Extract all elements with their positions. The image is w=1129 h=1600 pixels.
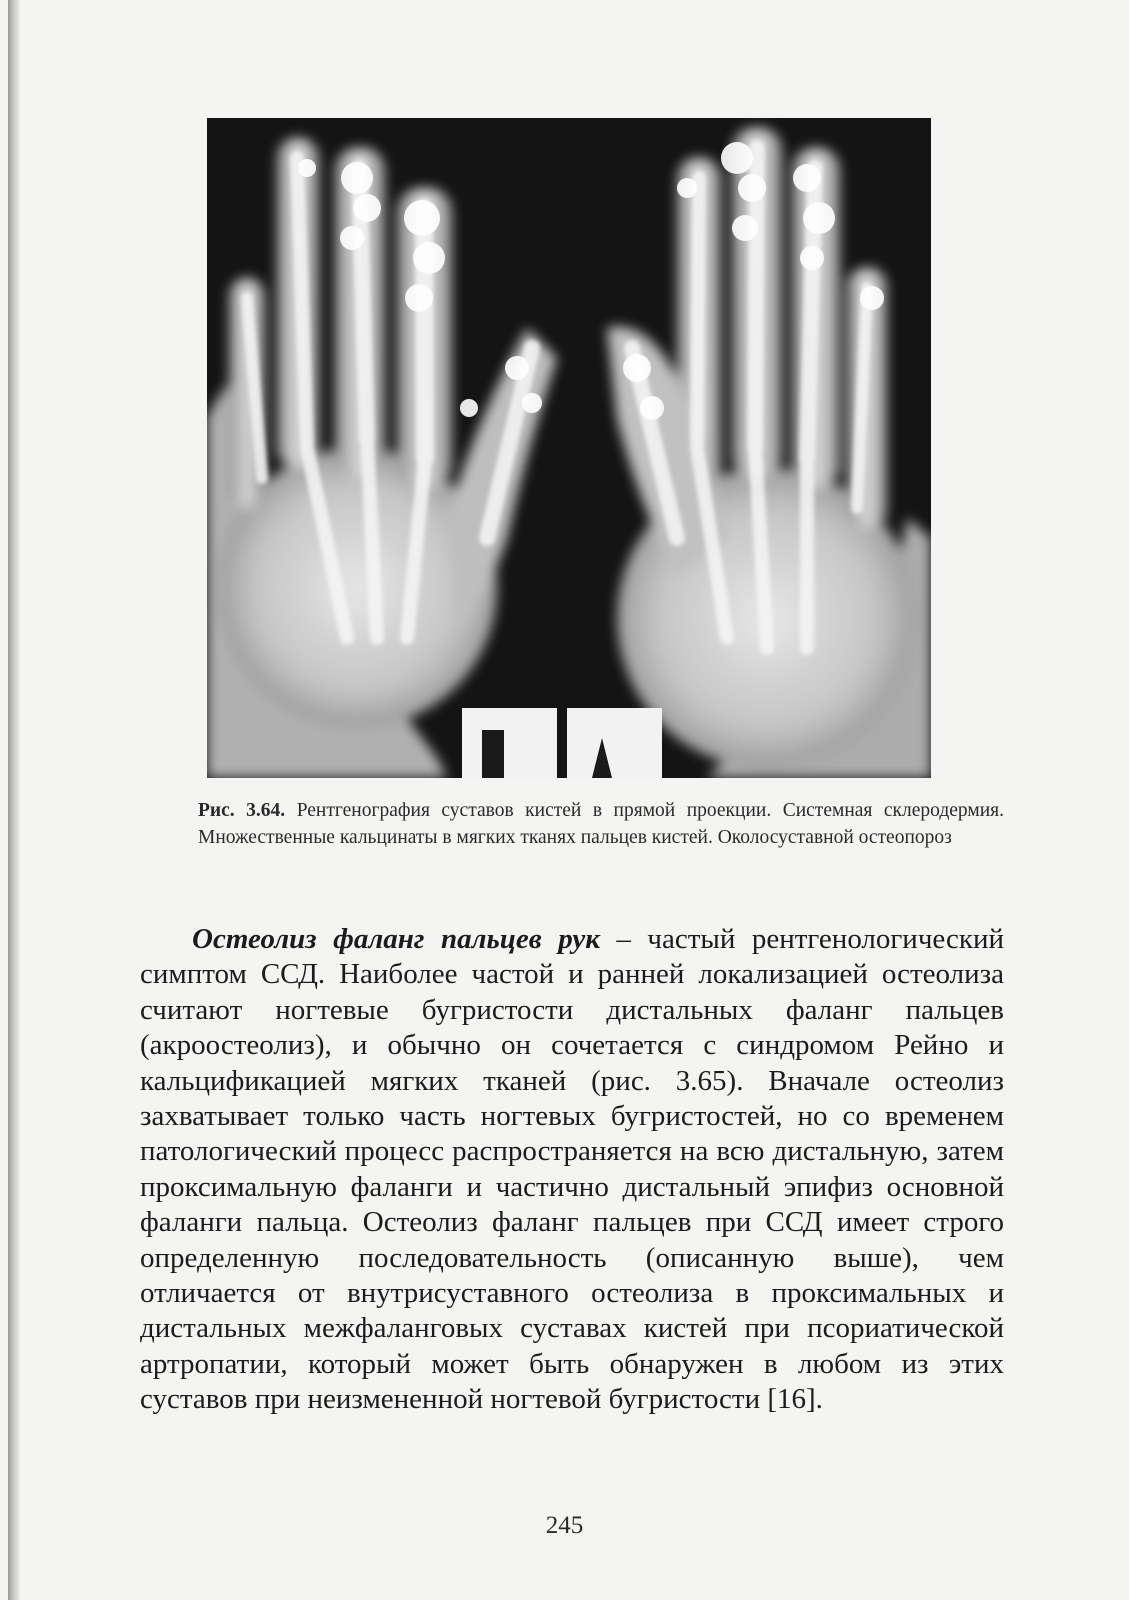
scan-binding-edge — [8, 0, 20, 1600]
hands-xray-image — [207, 118, 931, 778]
figure-caption — [198, 797, 1004, 851]
page-number: 245 — [545, 1512, 584, 1539]
body-paragraph — [140, 922, 1004, 1418]
figure-caption-text: Рентгенография суставов кистей в прямой проекции. Системная склеродермия. Множественные кальцинаты в мягких тканях пальцев кистей. Околосуставной остеопороз — [198, 800, 1004, 848]
xray-figure — [207, 118, 931, 778]
paragraph-text: – частый рентгенологический симптом ССД. Наиболее частой и ранней локализацией остеолиза считают ногтевые бугристости дистальных фаланг пальцев (акроостеолиз), и обычно он сочетается с синдромом Рейно и кальцификацией мягких тканей (рис. 3.65). Вначале остеолиз захватывает только часть ногтевых бугристостей, но со временем патологический процесс распространяется на всю дистальную, затем проксимальную фаланги и частично дистальный эпифиз основной фаланги пальца. Остеолиз фаланг пальцев при ССД имеет строго определенную последовательность (описанную выше), чем отличается от внутрисуставного остеолиза в проксимальных и дистальных межфаланговых суставах кистей при псориатической артропатии, который может быть обнаружен в любом из этих суставов при неизмененной ногтевой бугристости [16]. — [140, 923, 1004, 1416]
paragraph-term: Остеолиз фаланг пальцев рук — [192, 923, 600, 955]
figure-label: Рис. 3.64. — [198, 800, 286, 821]
